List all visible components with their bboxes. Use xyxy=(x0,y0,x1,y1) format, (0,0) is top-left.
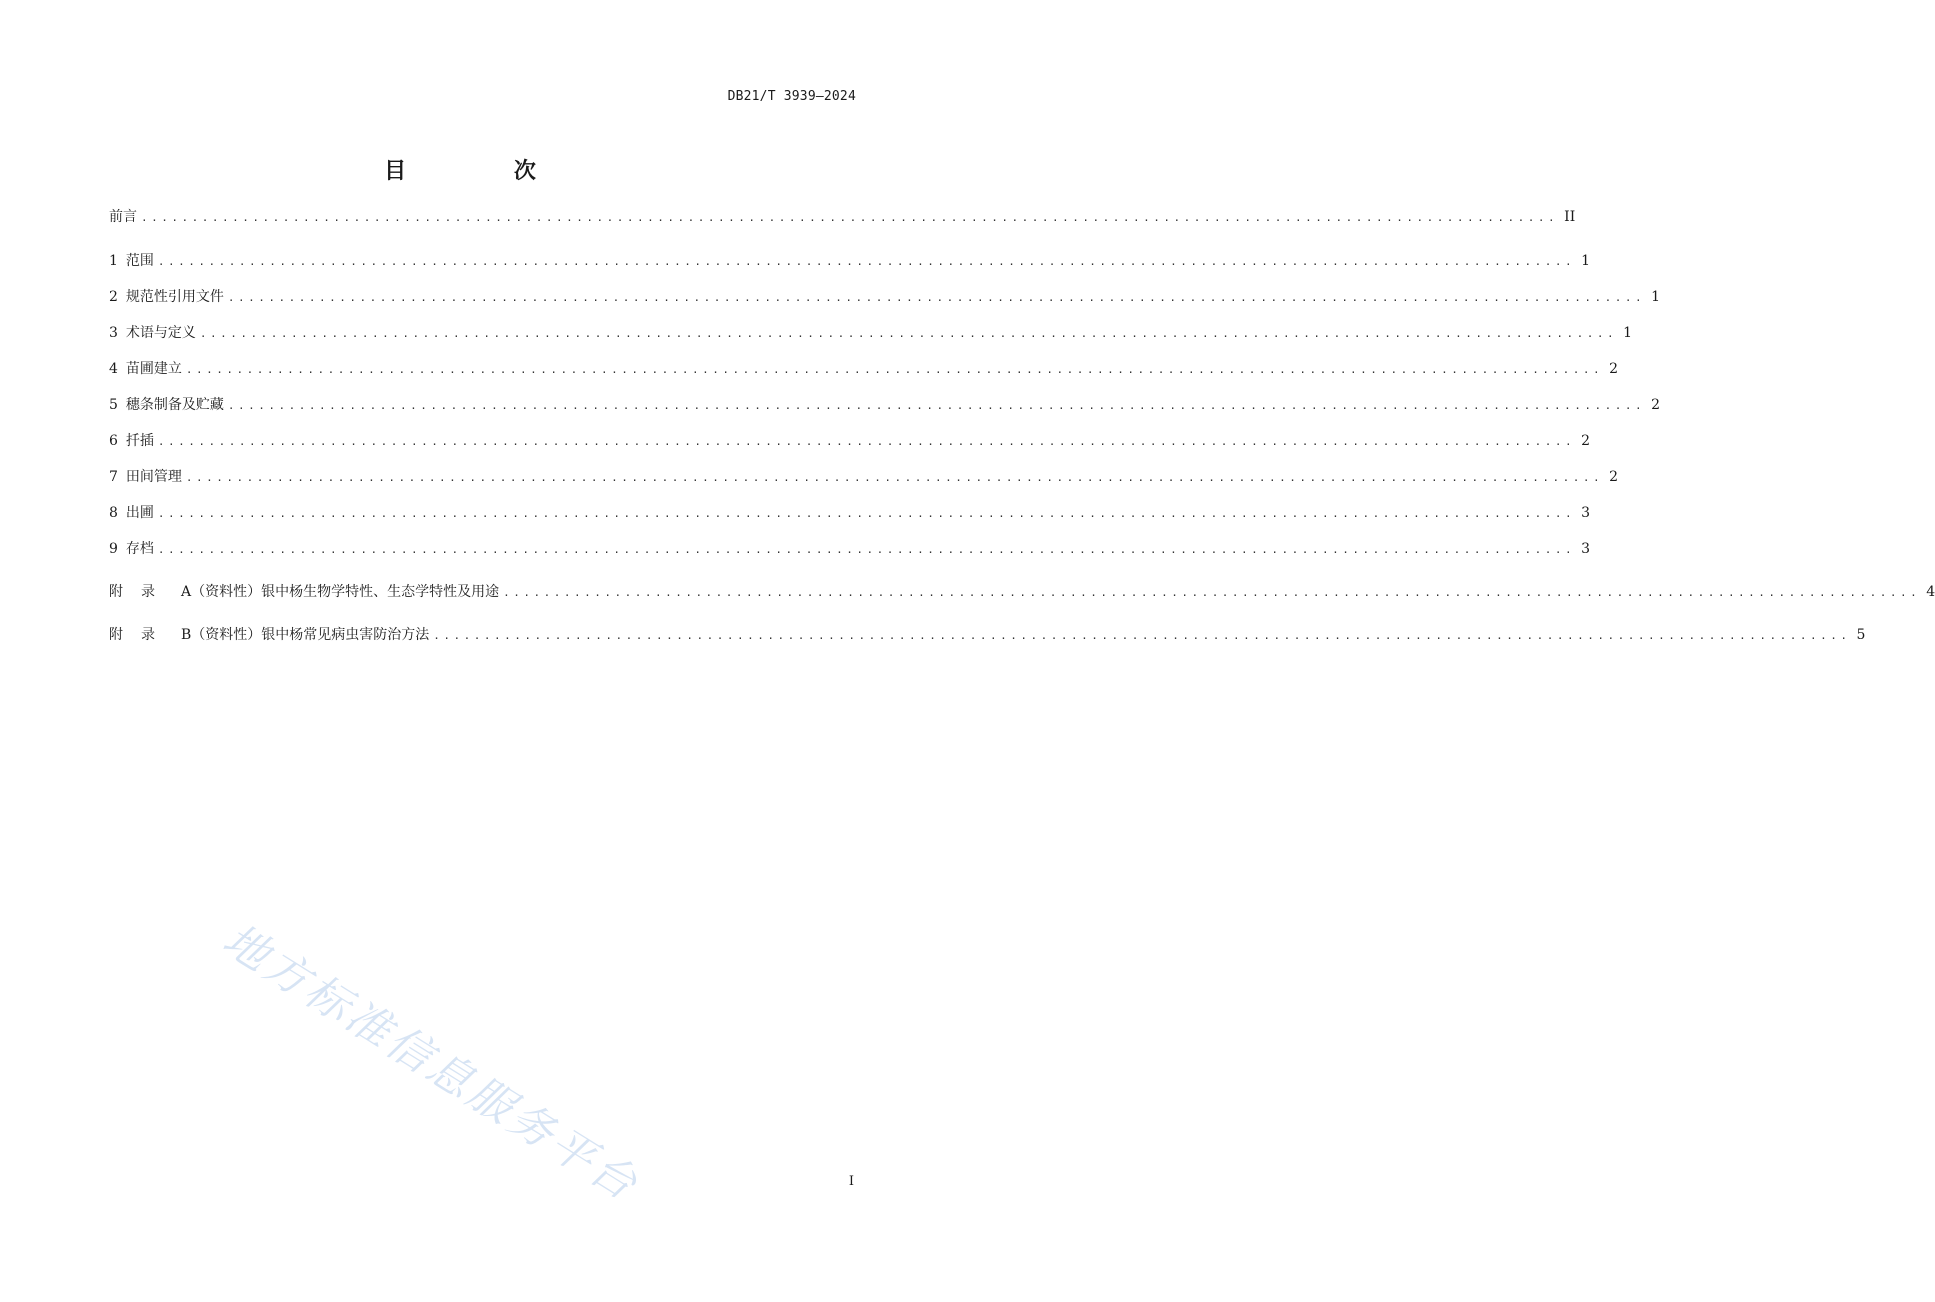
toc-entry-2[interactable] xyxy=(109,286,1661,308)
toc-entry-5[interactable] xyxy=(109,394,1661,416)
toc-entry-label: 前言 xyxy=(109,209,137,225)
toc-entry-9[interactable] xyxy=(109,538,1591,560)
toc-leader-dots: ............................................................................................................................................ xyxy=(157,543,1576,556)
toc-entry-label: 穗条制备及贮藏 xyxy=(125,397,224,413)
document-code: DB21/T 3939—2024 xyxy=(727,89,856,104)
toc-entry-page: 3 xyxy=(1581,505,1591,521)
toc-entry-3[interactable] xyxy=(109,322,1633,344)
toc-leader-dots: ............................................................................................................................................ xyxy=(199,327,1618,340)
toc-entry-number: 3 xyxy=(109,325,118,341)
toc-leader-dots: ............................................................................................................................................ xyxy=(227,291,1646,304)
toc-title: 目 次 xyxy=(384,159,586,184)
toc-appendix-prefix: 附录 xyxy=(109,584,173,600)
toc-entry-page: 4 xyxy=(1926,584,1935,600)
toc-entry-page: 1 xyxy=(1651,289,1661,305)
toc-leader-dots: ............................................................................................................................................ xyxy=(503,586,1921,599)
toc-entry-label: 范围 xyxy=(125,253,154,269)
toc-entry-label: 存档 xyxy=(125,541,154,557)
toc-entry-label: B（资料性）银中杨常见病虫害防治方法 xyxy=(181,627,430,643)
toc-entry-number: 1 xyxy=(109,253,118,269)
toc-entry-label: 术语与定义 xyxy=(125,325,196,341)
toc-entry-1[interactable] xyxy=(109,250,1591,272)
toc-leader-dots: ............................................................................................................................................ xyxy=(157,507,1576,520)
toc-entry-page: 3 xyxy=(1581,541,1591,557)
toc-entry-page: 1 xyxy=(1623,325,1633,341)
toc-leader-dots: ............................................................................................................................................ xyxy=(227,399,1646,412)
toc-entry-page: II xyxy=(1564,209,1576,225)
toc-appendix-prefix: 附录 xyxy=(109,627,173,643)
toc-entry-foreword[interactable] xyxy=(109,206,1576,228)
toc-entry-page: 2 xyxy=(1609,361,1619,377)
toc-leader-dots: ............................................................................................................................................ xyxy=(185,471,1604,484)
toc-entry-4[interactable] xyxy=(109,358,1619,380)
toc-entry-page: 5 xyxy=(1856,627,1866,643)
toc-entry-label: 出圃 xyxy=(125,505,154,521)
watermark: 地方标准信息服务平台 xyxy=(214,914,649,1212)
toc-leader-dots: ............................................................................................................................................ xyxy=(185,363,1604,376)
toc-entry-label: 苗圃建立 xyxy=(125,361,182,377)
toc-entry-label: 田间管理 xyxy=(125,469,182,485)
toc-entry-page: 2 xyxy=(1651,397,1661,413)
toc-entry-number: 6 xyxy=(109,433,118,449)
toc-entry-appendix-b[interactable] xyxy=(109,624,1866,646)
toc-leader-dots: ............................................................................................................................................ xyxy=(433,629,1851,642)
page-number: I xyxy=(848,1174,854,1189)
toc-leader-dots: ............................................................................................................................................ xyxy=(157,255,1576,268)
toc-entry-number: 2 xyxy=(109,289,118,305)
toc-leader-dots: ............................................................................................................................................ xyxy=(141,211,1559,224)
toc-entry-7[interactable] xyxy=(109,466,1619,488)
toc-entry-label: 扦插 xyxy=(125,433,154,449)
toc-entry-number: 8 xyxy=(109,505,118,521)
toc-entry-label: A（资料性）银中杨生物学特性、生态学特性及用途 xyxy=(181,584,500,600)
toc-entry-6[interactable] xyxy=(109,430,1591,452)
toc-entry-number: 9 xyxy=(109,541,118,557)
toc-entry-page: 2 xyxy=(1581,433,1591,449)
toc-entry-label: 规范性引用文件 xyxy=(125,289,224,305)
toc-entry-number: 7 xyxy=(109,469,118,485)
toc-entry-page: 2 xyxy=(1609,469,1619,485)
toc-entry-appendix-a[interactable] xyxy=(109,581,1935,603)
toc-entry-page: 1 xyxy=(1581,253,1591,269)
toc-leader-dots: ............................................................................................................................................ xyxy=(157,435,1576,448)
toc-entry-8[interactable] xyxy=(109,502,1591,524)
toc-entry-number: 4 xyxy=(109,361,118,377)
toc-entry-number: 5 xyxy=(109,397,118,413)
